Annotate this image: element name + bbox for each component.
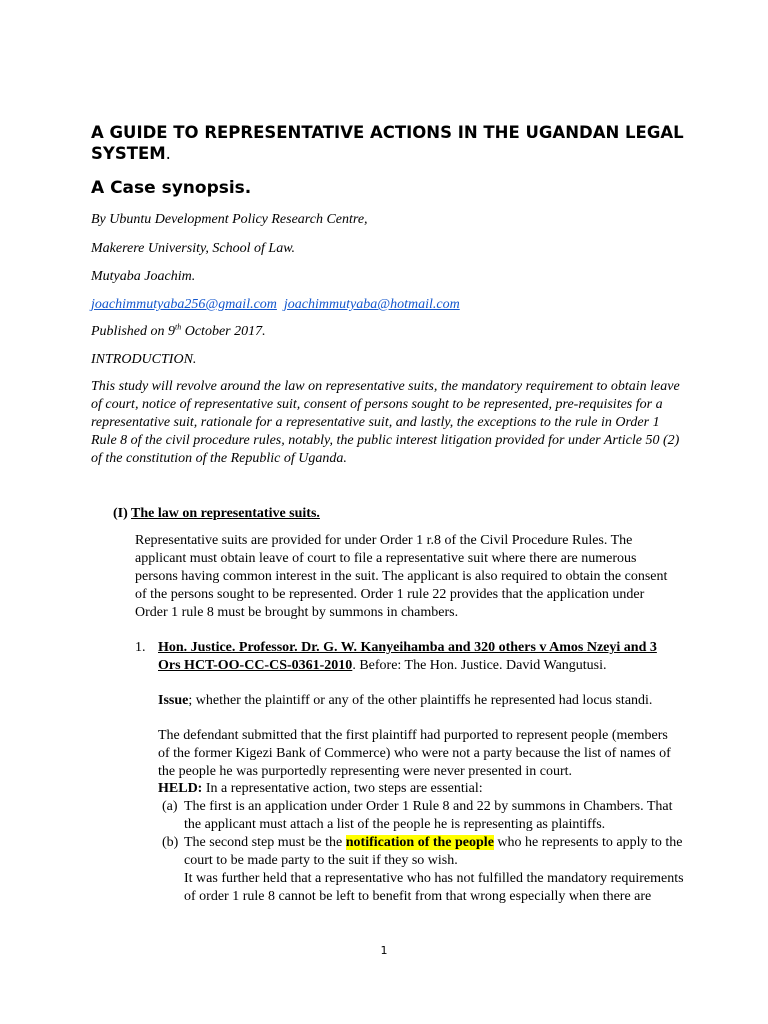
section-number: (I) xyxy=(113,506,132,521)
introduction-paragraph: This study will revolve around the law on representative suits, the mandatory requirement to obtain leave of court, notice of representative suit, consent of persons sought to be represented, pre-requisites for a representative suit, rationale for a representative suit, and lastly, the exceptions to the rule in Order 1 Rule 8 of the civil procedure rules, notably, the public interest litigation provided for under Article 50 (2) of the constitution of the Republic of Uganda. xyxy=(91,379,680,466)
introduction-heading: INTRODUCTION. xyxy=(91,352,197,367)
published-suffix: October 2017. xyxy=(181,324,266,339)
published-date xyxy=(91,323,266,341)
email-line xyxy=(91,296,460,314)
issue-label: Issue xyxy=(158,693,189,708)
section-body-paragraph: Representative suits are provided for under Order 1 r.8 of the Civil Procedure Rules. The applicant must obtain leave of court to file a representative suit where there are numerous persons having common interest in the suit. The applicant is also required to obtain the consent of the persons sought to be represented. Order 1 rule 22 provides that the application under Order 1 rule 8 must be brought by summons in chambers. xyxy=(135,533,668,620)
published-ordinal: th xyxy=(175,322,182,332)
step-text xyxy=(184,834,689,906)
case-title: Hon. Justice. Professor. Dr. G. W. Kanyeihamba and 320 others v Amos Nzeyi and 3 Ors HCT-OO-CC-CS-0361-2010 xyxy=(158,640,657,673)
document-title xyxy=(91,122,691,164)
held-text: In a representative action, two steps are essential: xyxy=(202,781,483,796)
step-marker: (a) xyxy=(162,799,178,814)
step-text-before: The second step must be the xyxy=(184,835,346,850)
case-held xyxy=(158,780,678,798)
case-number: 1. xyxy=(135,640,146,655)
page-number: 1 xyxy=(380,944,388,957)
byline: By Ubuntu Development Policy Research Centre, xyxy=(91,212,368,227)
step-marker: (b) xyxy=(162,835,179,850)
published-prefix: Published on 9 xyxy=(91,324,175,339)
step-text-after: who he represents to apply to the court to be made party to the suit if they so wish. xyxy=(184,835,683,868)
document-subtitle: A Case synopsis. xyxy=(91,178,252,198)
email-link-gmail[interactable]: joachimmutyaba256@gmail.com xyxy=(91,297,277,312)
section-heading xyxy=(113,505,320,523)
section-heading-text: The law on representative suits. xyxy=(131,506,320,521)
institution: Makerere University, School of Law. xyxy=(91,241,295,256)
email-link-hotmail[interactable]: joachimmutyaba@hotmail.com xyxy=(283,297,460,312)
case-before: . Before: The Hon. Justice. David Wangutusi. xyxy=(352,658,607,673)
held-label: HELD: xyxy=(158,781,203,796)
step-text: The first is an application under Order 1 Rule 8 and 22 by summons in Chambers. That the applicant must attach a list of the people he is representing as plaintiffs. xyxy=(184,799,673,832)
case-citation xyxy=(158,639,678,675)
author-name: Mutyaba Joachim. xyxy=(91,269,196,284)
highlighted-phrase: notification of the people xyxy=(345,835,494,850)
case-submission: The defendant submitted that the first plaintiff had purported to represent people (members of the former Kigezi Bank of Commerce) who were not a party because the list of names of the people he was purportedly representing were never presented in court. xyxy=(158,728,671,779)
step-continuation: It was further held that a representative who has not fulfilled the mandatory requirements of order 1 rule 8 cannot be left to benefit from that wrong especially when there are xyxy=(184,871,684,904)
document-title-period: . xyxy=(165,144,171,163)
case-issue xyxy=(158,692,678,710)
issue-text: ; whether the plaintiff or any of the other plaintiffs he represented had locus standi. xyxy=(188,693,653,708)
document-title-text: A GUIDE TO REPRESENTATIVE ACTIONS IN THE UGANDAN LEGAL SYSTEM xyxy=(91,123,684,163)
